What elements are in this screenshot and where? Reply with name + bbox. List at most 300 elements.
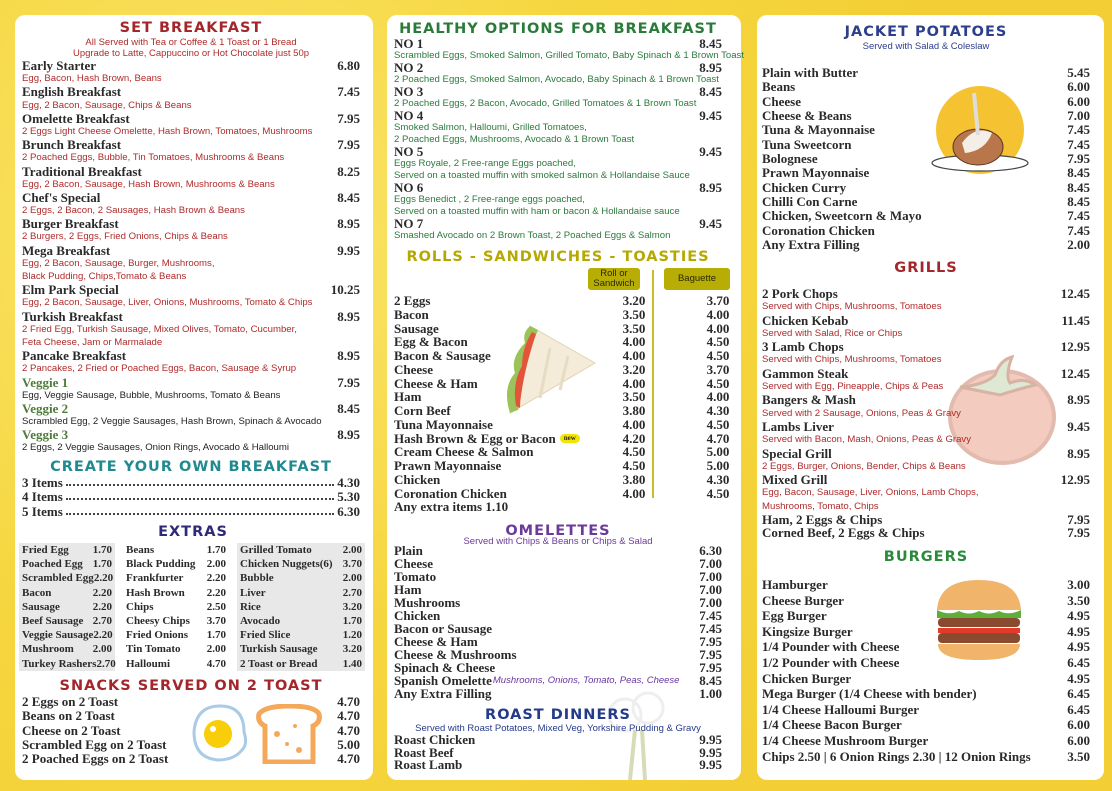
roll-price: 4.20 [622,430,646,446]
item-name: Pancake Breakfast [22,348,127,364]
menu-item [22,428,360,441]
extras-item [22,543,112,557]
item-name: Mushrooms [394,595,461,610]
extras-item [126,543,226,557]
menu-item [762,749,1090,765]
item-description: Egg, Bacon, Hash Brown, Beans [22,73,162,85]
item-name: Veggie Sausage [22,629,94,642]
section-title: BURGERS [883,549,969,565]
item-price: 8.45 [699,36,722,51]
item-name: Hash Brown [126,586,185,599]
item-note: Mushrooms, Onions, Tomato, Peas, Cheese [492,675,680,686]
section-subtitle: Served with Salad & Coleslaw [862,41,990,52]
item-description: Egg, 2 Bacon, Sausage, Chips & Beans [22,99,192,111]
item-name-text: Cream Cheese & Salmon [394,444,534,460]
item-name: Chilli Con Carne [762,193,858,209]
item-name: Chips 2.50 | 6 Onion Rings 2.30 | 12 Onion Rings [762,748,1031,764]
section-title: GRILLS [894,260,958,276]
baguette-price: 4.50 [706,485,730,501]
section-title: CREATE YOUR OWN BREAKFAST [50,459,332,475]
baguette-price: 4.50 [706,334,730,350]
item-price: 8.95 [337,308,360,324]
item-price: 1.40 [342,657,362,670]
extras-item [240,600,362,614]
item-price: 7.95 [1067,150,1090,166]
item-price: 6.80 [337,58,360,73]
item-price: 8.45 [699,673,722,688]
item-name: Roast Beef [394,744,454,760]
item-price: 1.70 [342,614,362,627]
menu-item [762,123,1090,137]
item-price: 6.30 [699,543,722,558]
item-list [22,59,360,455]
item-name [394,432,594,446]
menu-item [762,238,1090,252]
item-description: Scrambled Eggs, Smoked Salmon, Grilled Tomato, Baby Spinach & 1 Brown Toast [394,50,744,61]
item-name-text: Hash Brown & Egg or Bacon [394,430,556,446]
item-description: Scrambled Egg, 2 Veggie Sausages, Hash Brown, Spinach & Avocado [22,416,322,428]
item-price: 3.50 [1067,592,1090,608]
item-price: 7.45 [699,621,722,636]
item-description: 2 Pancakes, 2 Fried or Poached Eggs, Bacon, Sausage & Syrup [22,363,297,375]
menu-item [22,505,360,519]
item-price: 7.45 [1067,136,1090,152]
item-name [394,487,594,501]
menu-item [22,191,360,204]
item-price: 2.00 [206,643,226,656]
item-name: Chicken Nuggets(6) [240,558,333,571]
roll-price: 4.00 [622,334,646,350]
item-name: Roast Chicken [394,732,476,747]
item-description: Feta Cheese, Jam or Marmalade [22,336,163,348]
item-name: Cheese on 2 Toast [22,722,121,738]
item-description: Served on a toasted muffin with smoked salmon & Hollandaise Sauce [394,170,690,181]
item-description: 2 Poached Eggs, Mushrooms, Avocado & 1 Brown Toast [394,134,635,145]
item-price: 9.45 [699,216,722,231]
item-list [762,577,1090,764]
item-name: Traditional Breakfast [22,163,142,179]
menu-item [394,487,758,501]
item-name [394,390,594,404]
item-name [394,294,594,308]
extras-column [123,543,229,671]
extras-item [126,557,226,571]
item-name: Mixed Grill [762,472,828,488]
item-price: 4.95 [1067,608,1090,624]
roll-price: 4.00 [622,348,646,363]
item-name-text: Corn Beef [394,403,451,418]
item-name: Chicken, Sweetcorn & Mayo [762,208,922,224]
extras-item [22,557,112,571]
item-list [762,66,1090,252]
menu-item [22,59,360,72]
item-name: Veggie 1 [22,374,69,390]
menu-item [22,310,360,323]
menu-item [762,420,1090,433]
item-name: Turkish Sausage [240,643,318,656]
section-title: OMELETTES [505,523,611,539]
item-name-text: 2 Eggs [394,293,431,308]
item-name: Liver [240,586,266,599]
omelettes-section [394,522,722,700]
extras-item [126,586,226,600]
roll-price: 3.50 [622,306,646,322]
item-price: 8.95 [1067,392,1090,408]
item-name: Coronation Chicken [762,222,875,238]
item-price: 2.00 [206,558,226,571]
menu-item [762,95,1090,109]
item-description: 2 Burgers, 2 Eggs, Fried Onions, Chips & Beans [22,231,228,243]
item-name [394,363,594,377]
item-name: NO 1 [394,36,424,51]
extras-column [19,543,115,671]
item-price: 1.00 [699,686,722,701]
item-price: 2.00 [342,544,362,556]
menu-item [394,294,758,308]
menu-item [762,526,1090,539]
section-title: JACKET POTATOES [844,24,1008,40]
item-name: Any Extra Filling [394,686,492,701]
item-description: 2 Eggs, Burger, Onions, Bender, Chips & Beans [762,460,966,472]
item-price: 8.95 [337,348,360,364]
menu-item [394,445,758,459]
item-price: 5.45 [1067,65,1090,80]
item-name: 1/2 Pounder with Cheese [762,654,900,670]
item-price: 2.50 [206,600,226,613]
item-price: 3.00 [1067,577,1090,592]
item-price: 2.70 [92,614,112,627]
menu-item [22,752,360,766]
menu-item [762,152,1090,166]
menu-item [22,402,360,415]
baguette-price: 4.50 [706,348,730,363]
item-price: 8.95 [699,60,722,75]
column-header-roll: Roll or Sandwich [588,268,640,290]
item-price: 2.20 [206,572,226,585]
section-subtitle: All Served with Tea or Coffee & 1 Toast or 1 Bread [85,37,297,48]
menu-item [762,702,1090,718]
item-description: Egg, 2 Bacon, Sausage, Burger, Mushrooms, [22,257,215,269]
item-price: 7.45 [1067,122,1090,138]
menu-item [762,195,1090,209]
item-name-text: Prawn Mayonnaise [394,458,502,473]
menu-item [394,418,758,432]
extras-item [240,557,362,571]
item-name: Cheese & Mushrooms [394,647,517,662]
roll-price: 4.50 [622,458,646,473]
item-name: Elm Park Special [22,282,119,298]
menu-item [22,738,360,752]
baguette-price: 4.00 [706,389,730,405]
item-name: Fried Slice [240,629,291,642]
rolls-section [394,248,734,515]
baguette-price: 5.00 [706,458,730,473]
extras-item [126,642,226,656]
item-price: 9.45 [699,108,722,123]
extras-item [126,657,226,671]
item-price: 4.95 [1067,670,1090,686]
item-price: 5.00 [337,736,360,752]
item-price: 7.45 [1067,222,1090,238]
item-description: 2 Eggs Light Cheese Omelette, Hash Brown, Tomatoes, Mushrooms [22,125,313,137]
roll-price: 3.80 [622,471,646,487]
item-price: 1.20 [342,629,362,642]
item-description: Served with Salad, Rice or Chips [762,327,903,339]
menu-item [22,376,360,389]
menu-item [394,596,722,609]
item-price: 3.50 [1067,748,1090,764]
item-name [394,418,594,432]
section-title: SNACKS SERVED ON 2 TOAST [59,678,323,694]
item-price: 2.00 [1067,236,1090,252]
item-name: Scrambled Egg [22,572,94,585]
baguette-price: 4.30 [706,471,730,487]
menu-item [762,393,1090,406]
item-price: 6.00 [1067,717,1090,733]
menu-item [762,473,1090,486]
burgers-section [762,548,1090,764]
item-name: Chicken Burger [762,670,852,686]
item-price: 7.95 [337,137,360,153]
item-name: Fried Onions [126,629,189,642]
item-price: 6.00 [1067,732,1090,748]
item-description: Served with 2 Sausage, Onions, Peas & Gravy [762,407,961,419]
create-your-own-section [22,458,360,519]
roll-price: 4.00 [622,416,646,432]
item-price: 7.00 [699,569,722,584]
item-name: 2 Eggs on 2 Toast [22,694,119,709]
menu-item [394,86,722,98]
item-name [394,308,594,322]
item-name: Omelette Breakfast [22,110,130,126]
item-description: Egg, 2 Bacon, Sausage, Hash Brown, Mushrooms & Beans [22,178,275,190]
item-price: 7.45 [337,84,360,100]
item-price: 3.70 [206,614,226,627]
item-price: 2.70 [342,586,362,599]
item-name: Beans [126,544,155,556]
item-name: Tin Tomato [126,643,181,656]
item-price: 7.95 [699,634,722,649]
menu-item [394,182,722,194]
item-price: 8.25 [337,163,360,179]
menu-item [762,340,1090,353]
item-description: Egg, Bacon, Sausage, Liver, Onions, Lamb Chops, [762,487,979,499]
item-price: 1.70 [92,558,112,571]
item-price: 12.95 [1060,339,1090,355]
item-name: Any Extra Filling [762,236,860,252]
item-price: 9.95 [337,242,360,258]
menu-item [394,110,722,122]
item-name: Special Grill [762,445,832,461]
roll-price: 3.20 [622,361,646,377]
item-name: Early Starter [22,58,97,73]
item-name [394,349,594,363]
menu-item [22,724,360,738]
item-name [394,459,594,473]
item-price: 12.95 [1060,472,1090,488]
item-description: Mushrooms, Tomato, Chips [762,500,879,512]
menu-item [22,490,360,504]
item-name: Mega Burger (1/4 Cheese with bender) [762,686,977,702]
extras-item [240,642,362,656]
item-price: 7.95 [337,110,360,126]
item-price: 4.70 [206,657,226,670]
item-name: NO 6 [394,180,424,195]
item-name: Bubble [240,572,274,585]
extras-item [240,614,362,628]
menu-item [394,363,758,377]
jacket-potatoes-section [762,23,1090,252]
item-name: Hamburger [762,577,828,592]
menu-item [394,557,722,570]
item-price: 9.95 [699,744,722,760]
item-price: 7.00 [699,595,722,610]
menu-item [762,671,1090,687]
item-name: 5 Items [22,503,63,519]
menu-item [762,80,1090,94]
menu-item [762,608,1090,624]
menu-item [394,759,722,772]
item-name: 1/4 Cheese Bacon Burger [762,717,902,733]
menu-item [394,473,758,487]
item-name: 1/4 Pounder with Cheese [762,639,900,655]
item-name: Kingsize Burger [762,623,853,639]
item-name: Beef Sausage [22,614,84,627]
item-name: Grilled Tomato [240,544,312,556]
menu-item [394,335,758,349]
item-price: 7.45 [699,608,722,623]
baguette-price: 4.50 [706,375,730,391]
item-description: Egg, Veggie Sausage, Bubble, Mushrooms, Tomato & Beans [22,389,281,401]
item-price: 8.45 [1067,179,1090,195]
item-name: NO 4 [394,108,424,123]
item-name-text: Bacon [394,306,429,322]
item-name: 2 Poached Eggs on 2 Toast [22,751,169,767]
item-price: 2.00 [342,572,362,585]
section-subtitle: Upgrade to Latte, Cappuccino or Hot Chocolate just 50p [72,48,310,59]
item-name: Egg Burger [762,608,827,624]
menu-item [394,404,758,418]
item-name: Turkish Breakfast [22,308,123,324]
item-name: Cheese [394,556,433,571]
menu-item [762,655,1090,671]
item-price: 8.45 [337,189,360,205]
extras-item [126,614,226,628]
item-price: 6.45 [1067,654,1090,670]
column-header-baguette: Baguette [664,268,730,290]
extras-item [240,628,362,642]
roast-dinners-section [394,706,722,772]
menu-item [22,85,360,98]
item-price: 4.70 [337,694,360,709]
dot-leader [66,484,334,486]
baguette-price: 3.70 [706,361,730,377]
item-name: 1/4 Cheese Mushroom Burger [762,732,929,748]
roll-price: 4.00 [622,485,646,501]
item-name: Chef's Special [22,189,101,205]
item-price: 4.70 [337,751,360,767]
item-name: Chicken Curry [762,179,847,195]
menu-item [762,166,1090,180]
menu-item [22,709,360,723]
menu-item [762,733,1090,749]
menu-item [22,138,360,151]
item-price: 6.30 [337,503,360,519]
item-description: Eggs Royale, 2 Free-range Eggs poached, [394,158,576,169]
item-name: Tomato [394,569,437,584]
item-price: 11.45 [1061,312,1090,328]
extras-item [240,657,362,671]
menu-item [762,138,1090,152]
item-description: Served with Bacon, Mash, Onions, Peas & Gravy [762,434,972,446]
menu-item [22,695,360,709]
item-name: Roast Lamb [394,757,463,772]
item-list [22,476,360,519]
item-name: Bacon or Sausage [394,621,492,636]
menu-item [762,314,1090,327]
item-price: 4.95 [1067,639,1090,655]
item-price: 6.00 [1067,93,1090,109]
item-name: Bangers & Mash [762,392,856,408]
dot-leader [66,498,334,500]
item-price: 8.95 [699,180,722,195]
item-price: 2.20 [206,586,226,599]
baguette-price: 4.70 [706,430,730,446]
item-description: Egg, 2 Bacon, Sausage, Liver, Onions, Mushrooms, Tomato & Chips [22,297,313,309]
item-price: 3.20 [342,643,362,656]
item-price: 8.95 [337,427,360,443]
item-name-text: Bacon & Sausage [394,348,491,363]
item-name-text: Cheese & Ham [394,375,478,391]
dot-leader [66,513,334,515]
item-price: 4.70 [337,708,360,724]
menu-item [762,367,1090,380]
item-list [394,36,744,242]
rolls-table [394,294,758,514]
roll-price: 4.00 [622,375,646,391]
item-name: Prawn Mayonnaise [762,165,870,181]
item-name: Rice [240,600,261,613]
extras-item [126,628,226,642]
item-description: 2 Poached Eggs, Smoked Salmon, Avocado, Baby Spinach & 1 Brown Toast [394,74,719,85]
roll-price: 3.50 [622,389,646,405]
menu-item [762,513,1090,526]
item-name-text: Tuna Mayonnaise [394,416,493,432]
item-name: NO 2 [394,60,424,75]
item-name: Tuna Sweetcorn [762,136,852,152]
item-list [762,287,1090,540]
menu-item [762,209,1090,223]
item-price: 7.95 [699,660,722,675]
item-price: 2.20 [93,629,113,642]
item-price: 8.95 [337,216,360,232]
item-name: Veggie 3 [22,427,69,443]
menu-item [394,62,722,74]
item-name: Cheese [762,93,801,109]
menu-item [394,146,722,158]
item-name [394,322,594,336]
menu-item [762,639,1090,655]
item-name: Beans [762,79,796,95]
extras-item [22,600,112,614]
item-name: English Breakfast [22,84,122,100]
item-description: Served on a toasted muffin with ham or bacon & Hollandaise sauce [394,206,680,217]
menu-item [22,112,360,125]
baguette-price: 4.50 [706,416,730,432]
section-subtitle: Served with Chips & Beans or Chips & Salad [463,536,653,547]
item-name: 1/4 Cheese Halloumi Burger [762,701,920,717]
item-name: Cheese & Ham [394,634,478,649]
